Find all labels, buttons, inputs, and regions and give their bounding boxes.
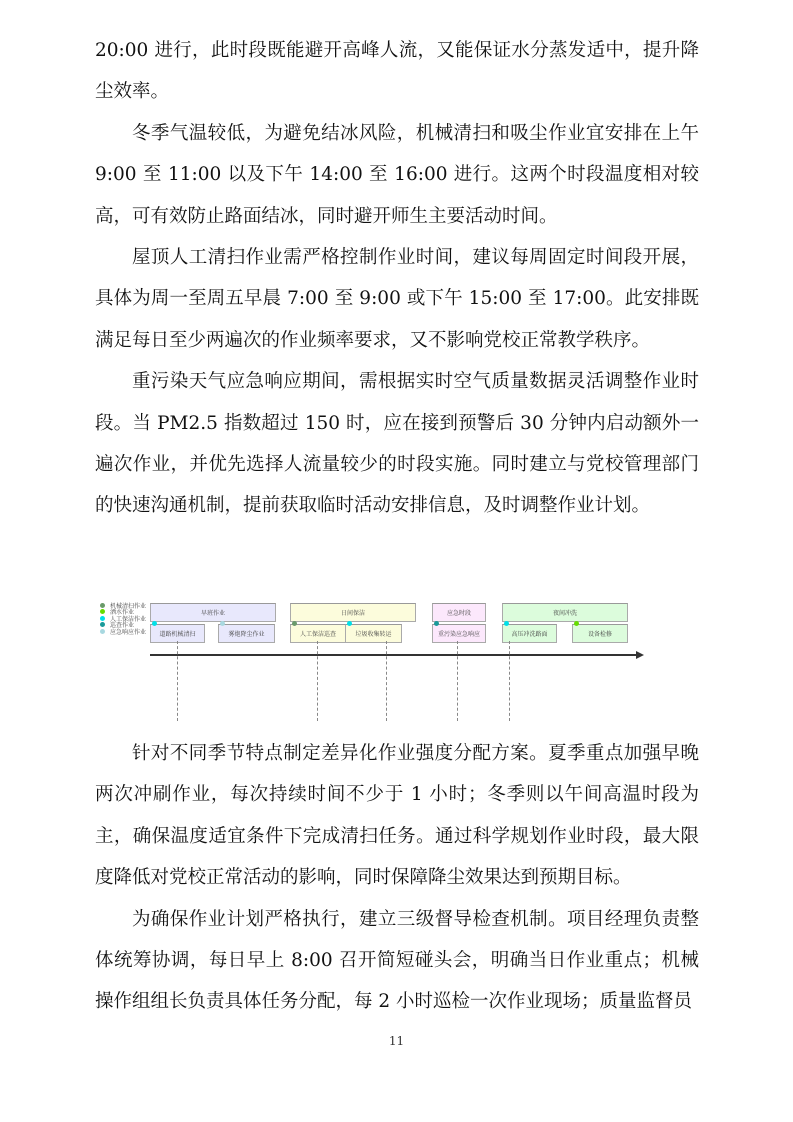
body-text-top xyxy=(95,30,699,527)
task-marker-icon xyxy=(347,621,352,626)
paragraph: 冬季气温较低，为避免结冰风险，机械清扫和吸尘作业宜安排在上午 9:00 至 11:00 以及下午 14:00 至 16:00 进行。这两个时段温度相对较高，可有效防止路面结冰，同时避开师生主要活动时间。 xyxy=(95,122,699,227)
paragraph: 重污染天气应急响应期间，需根据实时空气质量数据灵活调整作业时段。当 PM2.5 指数超过 150 时，应在接到预警后 30 分钟内启动额外一遍次作业，并优先选择人流量较少的时段实施。同时建立与党校管理部门的快速沟通机制，提前获取临时活动安排信息，及时调整作业计划。 xyxy=(95,371,699,517)
task-box: 道路机械清扫 xyxy=(150,624,205,643)
paragraph: 针对不同季节特点制定差异化作业强度分配方案。夏季重点加强早晚两次冲刷作业，每次持续时间不少于 1 小时；冬季则以午间高温时段为主，确保温度适宜条件下完成清扫任务。通过科学规划作业时段，最大限度降低对党校正常活动的影响，同时保障降尘效果达到预期目标。 xyxy=(95,743,699,889)
timeline-axis xyxy=(150,654,640,656)
legend-label: 巡查作业 xyxy=(110,622,135,630)
paragraph: 屋顶人工清扫作业需严格控制作业时间，建议每周固定时间段开展，具体为周一至周五早晨 7:00 至 9:00 或下午 15:00 至 17:00。此安排既满足每日至少两遍次的作业频率要求，又不影响党校正常教学秩序。 xyxy=(95,247,699,351)
task-box: 雾炮降尘作业 xyxy=(218,624,275,643)
task-marker-icon xyxy=(434,621,439,626)
legend-dot-icon xyxy=(100,609,105,614)
task-box: 高压冲洗路面 xyxy=(502,624,557,643)
legend-dot-icon xyxy=(100,616,105,621)
legend-label: 机械清扫作业 xyxy=(110,602,147,610)
timeline-guide-line xyxy=(386,641,387,721)
task-box: 重污染应急响应 xyxy=(432,624,486,643)
task-marker-icon xyxy=(220,621,225,626)
task-box: 人工保洁巡查 xyxy=(290,624,346,643)
timeline-guide-line xyxy=(457,641,458,721)
phase-box: 日间保洁 xyxy=(290,603,416,622)
timeline-guide-line xyxy=(177,641,178,721)
legend-label: 洒水作业 xyxy=(110,609,135,617)
phase-box: 早班作业 xyxy=(150,603,276,622)
page-number: 11 xyxy=(388,1034,405,1048)
task-marker-icon xyxy=(504,621,509,626)
task-marker-icon xyxy=(152,621,157,626)
schedule-timeline-diagram xyxy=(95,598,655,728)
paragraph: 为确保作业计划严格执行，建立三级督导检查机制。项目经理负责整体统筹协调，每日早上 8:00 召开简短碰头会，明确当日作业重点；机械操作组组长负责具体任务分配，每 2 小时巡检一次作业现场；质量监督员 xyxy=(95,908,699,1013)
body-text-bottom xyxy=(95,733,699,1023)
timeline-guide-line xyxy=(509,641,510,721)
legend-item xyxy=(100,628,146,635)
legend-label: 应急响应作业 xyxy=(110,628,147,636)
task-marker-icon xyxy=(574,621,579,626)
legend-dot-icon xyxy=(100,622,105,627)
paragraph: 20:00 进行，此时段既能避开高峰人流，又能保证水分蒸发适中，提升降尘效率。 xyxy=(95,40,699,103)
task-marker-icon xyxy=(292,621,297,626)
task-box: 垃圾收集转运 xyxy=(345,624,402,643)
phase-box: 夜间冲洗 xyxy=(502,603,628,622)
phase-box: 应急时段 xyxy=(432,603,486,622)
diagram-legend xyxy=(100,602,146,635)
legend-dot-icon xyxy=(100,603,105,608)
task-box: 设备检修 xyxy=(572,624,628,643)
timeline-guide-line xyxy=(317,641,318,721)
legend-dot-icon xyxy=(100,629,105,634)
legend-label: 人工保洁作业 xyxy=(110,615,147,623)
timeline-arrow-icon xyxy=(636,651,644,659)
